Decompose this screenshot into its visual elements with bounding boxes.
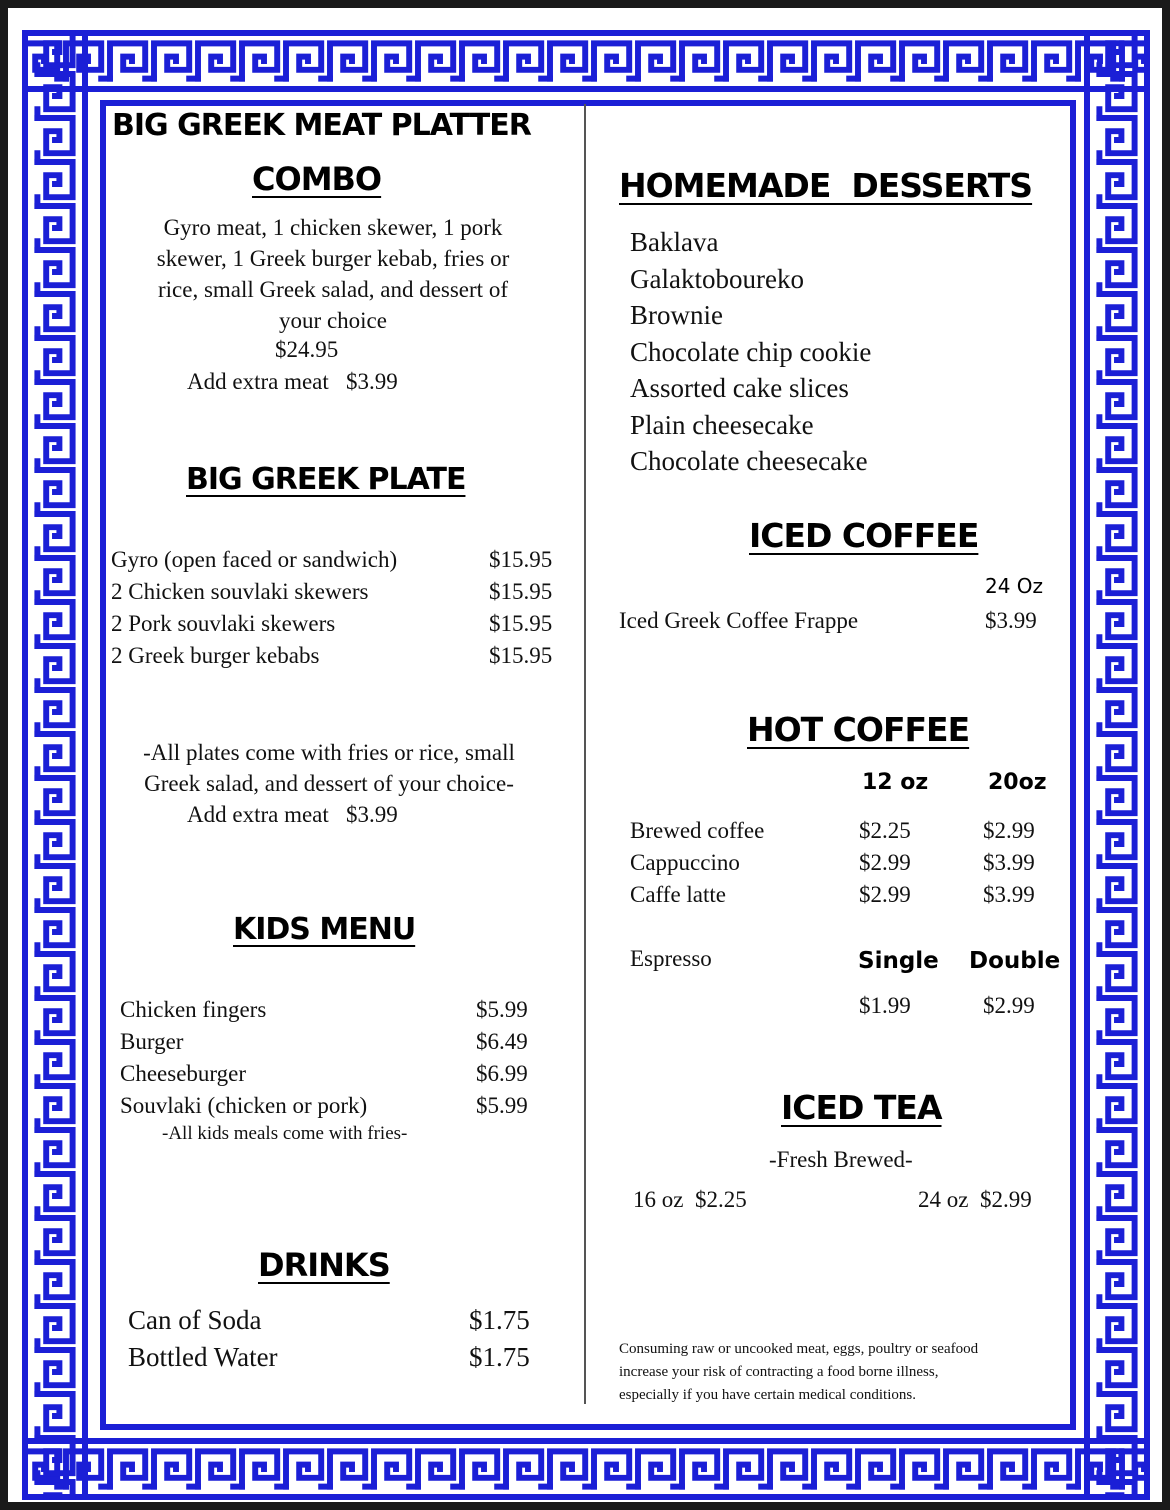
iced-tea-subtitle: -Fresh Brewed- <box>769 1147 913 1172</box>
plate-extra-meat: Add extra meat $3.99 <box>187 802 398 827</box>
platter-description <box>100 212 566 336</box>
kids-item-price: $5.99 <box>476 1093 528 1118</box>
drink-item-name: Can of Soda <box>128 1305 262 1335</box>
plate-item-name: 2 Greek burger kebabs <box>111 643 320 668</box>
iced-tea-option-16oz: 16 oz $2.25 <box>633 1187 747 1212</box>
greek-key-border-left <box>22 30 88 1500</box>
kids-item-name: Souvlaki (chicken or pork) <box>120 1093 368 1118</box>
plate-item-price: $15.95 <box>489 643 553 668</box>
greek-key-border-right <box>1084 30 1150 1500</box>
platter-desc-line: rice, small Greek salad, and dessert of <box>158 277 508 302</box>
disclaimer-line: Consuming raw or uncooked meat, eggs, poultry or seafood <box>619 1341 979 1357</box>
drinks-title: DRINKS <box>258 1246 390 1284</box>
plate-item-name: Gyro (open faced or sandwich) <box>111 547 398 572</box>
drink-item-name: Bottled Water <box>128 1342 278 1372</box>
kids-title: KIDS MENU <box>233 912 416 947</box>
kids-item-price: $6.99 <box>476 1061 528 1086</box>
disclaimer-line: increase your risk of contracting a food borne illness, <box>619 1364 939 1380</box>
drink-item-price: $1.75 <box>469 1305 530 1335</box>
desserts-list <box>630 224 871 480</box>
iced-coffee-size: 24 Oz <box>985 574 1044 598</box>
hot-coffee-price-20: $3.99 <box>983 850 1035 875</box>
plate-item-name: 2 Pork souvlaki skewers <box>111 611 336 636</box>
hot-coffee-size-20oz: 20oz <box>988 770 1047 795</box>
iced-coffee-price: $3.99 <box>985 608 1037 633</box>
platter-desc-line: skewer, 1 Greek burger kebab, fries or <box>156 246 510 271</box>
espresso-double-label: Double <box>969 948 1061 974</box>
dessert-item: Plain cheesecake <box>630 409 814 440</box>
kids-note: -All kids meals come with fries- <box>162 1123 408 1144</box>
kids-item-name: Cheeseburger <box>120 1061 247 1086</box>
drink-item-price: $1.75 <box>469 1342 530 1372</box>
platter-price: $24.95 <box>275 337 339 362</box>
dessert-item: Chocolate cheesecake <box>630 446 868 476</box>
column-divider <box>584 104 586 1404</box>
kids-item-name: Chicken fingers <box>120 997 267 1022</box>
kids-item-price: $6.49 <box>476 1029 528 1054</box>
hot-coffee-price-12: $2.25 <box>859 818 911 843</box>
hot-coffee-item-name: Caffe latte <box>630 882 726 907</box>
dessert-item: Brownie <box>630 300 723 330</box>
iced-coffee-title: ICED COFFEE <box>749 516 979 555</box>
iced-coffee-item: Iced Greek Coffee Frappe <box>619 608 859 633</box>
plate-note-line: -All plates come with fries or rice, small <box>143 740 515 765</box>
hot-coffee-price-20: $3.99 <box>983 882 1035 907</box>
plate-item-price: $15.95 <box>489 611 553 636</box>
espresso-name: Espresso <box>630 946 712 971</box>
platter-title-line1: BIG GREEK MEAT PLATTER <box>112 108 531 143</box>
plate-item-price: $15.95 <box>489 579 553 604</box>
hot-coffee-price-12: $2.99 <box>859 882 911 907</box>
hot-coffee-price-20: $2.99 <box>983 818 1035 843</box>
platter-extra-meat: Add extra meat $3.99 <box>187 369 398 394</box>
plate-note-line: Greek salad, and dessert of your choice- <box>144 771 514 796</box>
espresso-double-price: $2.99 <box>983 993 1035 1018</box>
hot-coffee-size-12oz: 12 oz <box>862 770 929 795</box>
dessert-item: Chocolate chip cookie <box>630 336 872 367</box>
disclaimer-line: especially if you have certain medical conditions. <box>619 1387 916 1403</box>
food-safety-disclaimer <box>619 1338 1074 1407</box>
greek-key-border-bottom <box>22 1438 1148 1500</box>
platter-desc-line: your choice <box>279 308 387 333</box>
plate-note <box>96 737 562 799</box>
platter-desc-line: Gyro meat, 1 chicken skewer, 1 pork <box>163 215 503 240</box>
greek-key-border-top <box>22 30 1148 92</box>
iced-tea-option-24oz: 24 oz $2.99 <box>918 1187 1032 1212</box>
plate-item-name: 2 Chicken souvlaki skewers <box>111 579 369 604</box>
hot-coffee-item-name: Brewed coffee <box>630 818 765 843</box>
hot-coffee-item-name: Cappuccino <box>630 850 740 875</box>
desserts-title: HOMEMADE DESSERTS <box>619 166 1033 205</box>
espresso-single-label: Single <box>858 948 939 974</box>
espresso-single-price: $1.99 <box>859 993 911 1018</box>
hot-coffee-title: HOT COFFEE <box>747 710 970 749</box>
plate-title: BIG GREEK PLATE <box>186 462 466 497</box>
dessert-item: Assorted cake slices <box>630 373 849 403</box>
dessert-item: Galaktoboureko <box>630 263 804 294</box>
iced-tea-title: ICED TEA <box>781 1088 942 1127</box>
plate-item-price: $15.95 <box>489 547 553 572</box>
kids-item-price: $5.99 <box>476 997 528 1022</box>
platter-title-line2: COMBO <box>252 160 382 198</box>
hot-coffee-price-12: $2.99 <box>859 850 911 875</box>
dessert-item: Baklava <box>630 227 719 257</box>
kids-item-name: Burger <box>120 1029 184 1054</box>
